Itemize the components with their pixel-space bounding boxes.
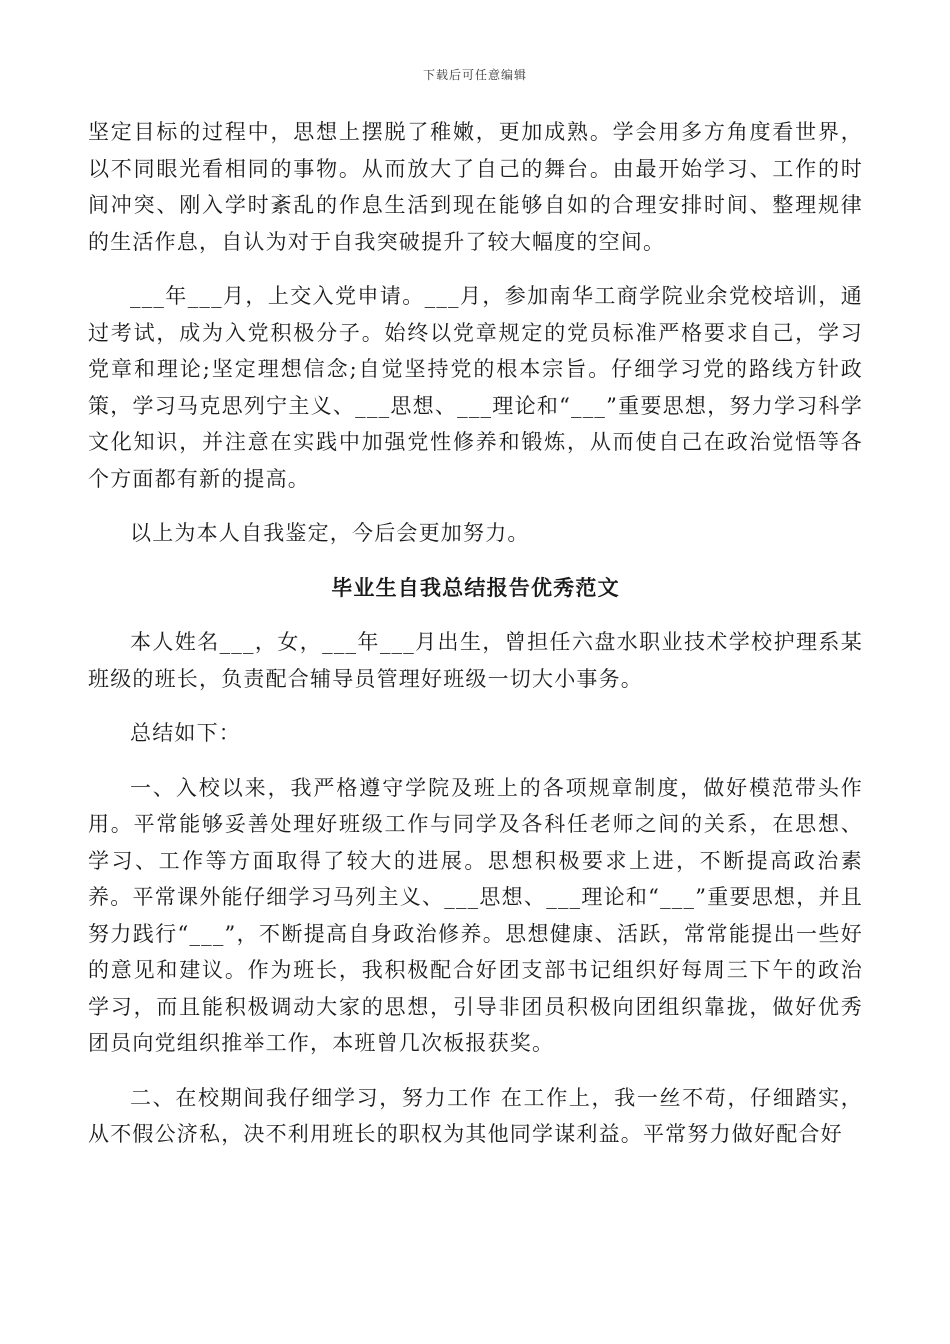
- section-title: 毕业生自我总结报告优秀范文: [331, 574, 620, 600]
- paragraph-intro: 本人姓名___，女，___年___月出生，曾担任六盘水职业技术学校护理系某班级的班长，负责配合辅导员管理好班级一切大小事务。: [88, 630, 863, 691]
- document-body: [88, 114, 863, 1171]
- paragraph-continuation: 坚定目标的过程中，思想上摆脱了稚嫩，更加成熟。学会用多方角度看世界，以不同眼光看相同的事物。从而放大了自己的舞台。由最开始学习、工作的时间冲突、刚入学时紊乱的作息生活到现在能够自如的合理安排时间、整理规律的生活作息，自认为对于自我突破提升了较大幅度的空间。: [88, 120, 863, 254]
- paragraph-closing: 以上为本人自我鉴定，今后会更加努力。: [130, 521, 530, 545]
- paragraph-summary-label: 总结如下：: [130, 721, 241, 745]
- header-note: 下载后可任意编辑: [422, 68, 527, 82]
- paragraph-point-two: 二、在校期间我仔细学习，努力工作 在工作上，我一丝不苟，仔细踏实，从不假公济私，决不利用班长的职权为其他同学谋利益。平常努力做好配合好: [88, 1085, 863, 1146]
- paragraph-party-application: ___年___月，上交入党申请。___月，参加南华工商学院业余党校培训，通过考试，成为入党积极分子。始终以党章规定的党员标准严格要求自己，学习党章和理论;坚定理想信念;自觉坚持党的根本宗旨。仔细学习党的路线方针政策，学习马克思列宁主义、___思想、___理论和“___”重要思想，努力学习科学文化知识，并注意在实践中加强党性修养和锻炼，从而使自己在政治觉悟等各个方面都有新的提高。: [88, 284, 863, 491]
- paragraph-point-one: 一、入校以来，我严格遵守学院及班上的各项规章制度，做好模范带头作用。平常能够妥善处理好班级工作与同学及各科任老师之间的关系，在思想、学习、工作等方面取得了较大的进展。思想积极要求上进，不断提高政治素养。平常课外能仔细学习马列主义、___思想、___理论和“___”重要思想，并且努力践行“___”，不断提高自身政治修养。思想健康、活跃，常常能提出一些好的意见和建议。作为班长，我积极配合好团支部书记组织好每周三下午的政治学习，而且能积极调动大家的思想，引导非团员积极向团组织靠拢，做好优秀团员向党组织推举工作，本班曾几次板报获奖。: [88, 775, 863, 1055]
